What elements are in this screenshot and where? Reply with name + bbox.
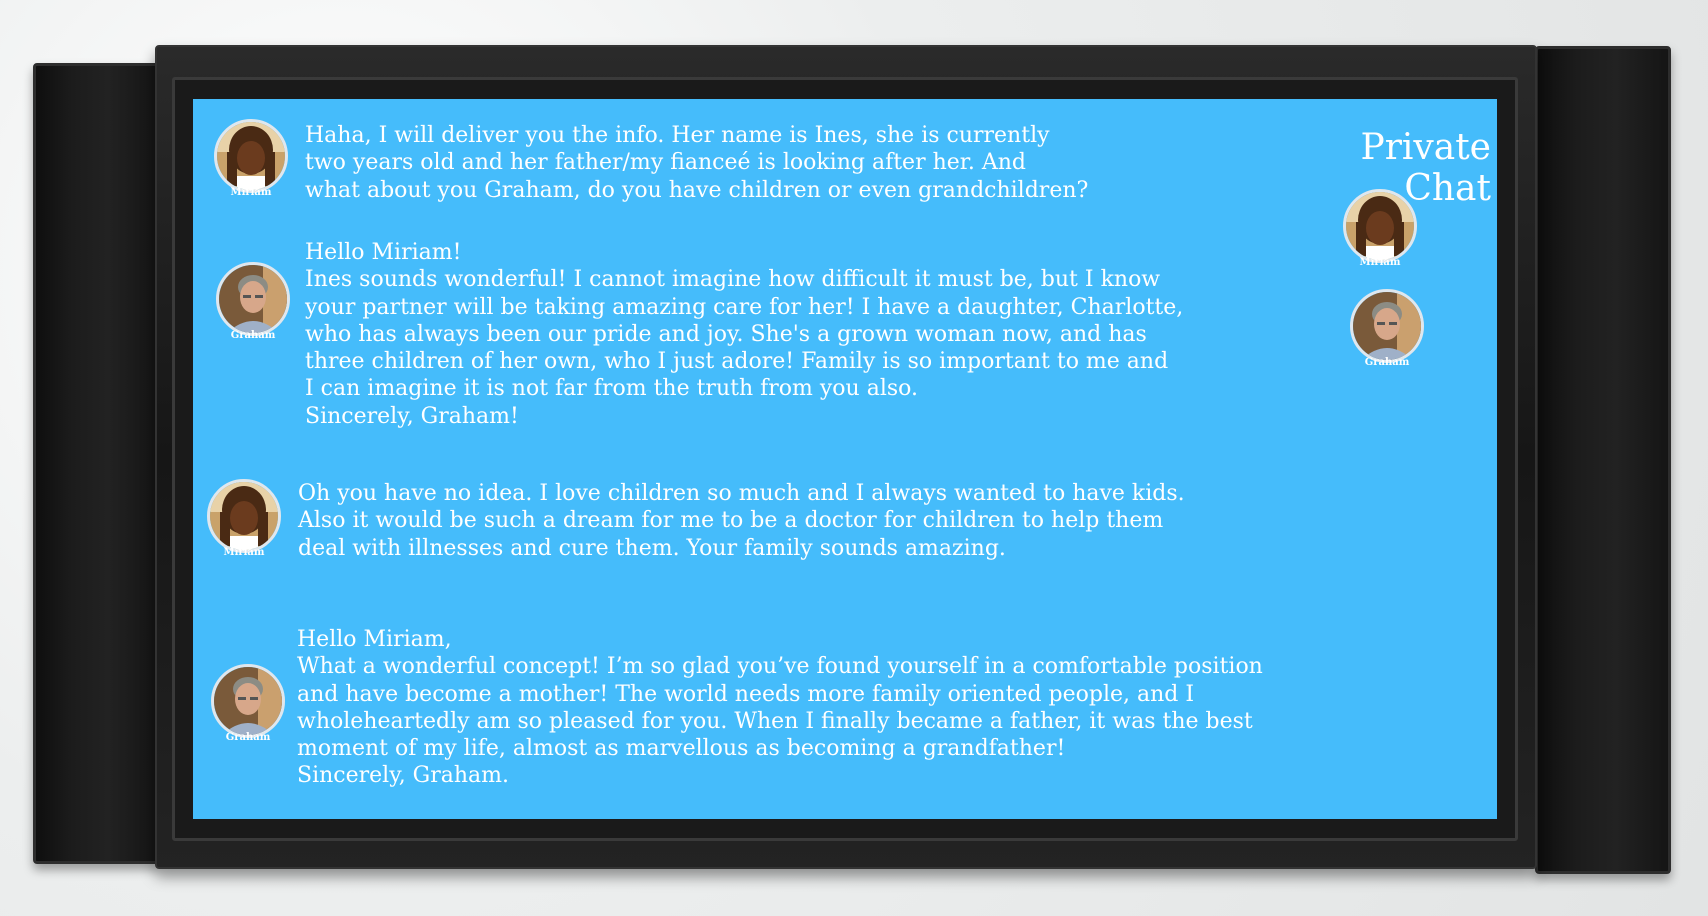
message-text: Oh you have no idea. I love children so much and I always wanted to have kids. Also it would be such a dream for me to be a doctor for children to help them deal with illnesses and cure them. Your family sounds amazing. [298,481,1185,561]
message-text: Haha, I will deliver you the info. Her name is Ines, she is currently two years old and her father/my fianceé is looking after her. And what about you Graham, do you have children or even grandchildren? [305,123,1089,203]
chat-message [305,239,1183,430]
chat-message [305,122,1088,204]
participant-name: Miriam [1359,257,1401,268]
right-speaker [1535,46,1671,874]
participant-graham[interactable] [1347,289,1427,368]
message-avatar-graham [208,664,288,743]
chat-title: Private Chat [1360,127,1491,209]
message-text: Hello Miriam! Ines sounds wonderful! I cannot imagine how difficult it must be, but I know your partner will be taking amazing care for her! I have a daughter, Charlotte, who has always been our pride and joy. She's a grown woman now, and has three children of her own, who I just adore! Family is so important to me and I can imagine it is not far from the truth from you also. Sincerely, Graham! [305,240,1184,429]
chat-message [297,626,1263,790]
graham-avatar-icon [211,664,285,738]
graham-avatar-icon [216,262,290,336]
message-avatar-graham [213,262,293,341]
message-avatar-miriam [211,119,291,198]
miriam-avatar-icon [207,479,281,553]
avatar-name: Graham [225,732,271,743]
miriam-avatar-icon [214,119,288,193]
left-speaker [33,63,159,864]
chat-message [298,480,1185,562]
message-text: Hello Miriam, What a wonderful concept! I’m so glad you’ve found yourself in a comfortable position and have become a mother! The world needs more family oriented people, and I wholeheartedly am so pleased for you. When I finally became a father, it was the best moment of my life, almost as marvellous as becoming a grandfather! Sincerely, Graham. [297,627,1263,789]
miriam-avatar-icon [1343,189,1417,263]
message-avatar-miriam [204,479,284,558]
avatar-name: Miriam [230,187,272,198]
avatar-name: Graham [230,330,276,341]
participant-miriam[interactable] [1340,189,1420,268]
participant-name: Graham [1364,357,1410,368]
chat-screen [193,99,1497,819]
avatar-name: Miriam [223,547,265,558]
graham-avatar-icon [1350,289,1424,363]
